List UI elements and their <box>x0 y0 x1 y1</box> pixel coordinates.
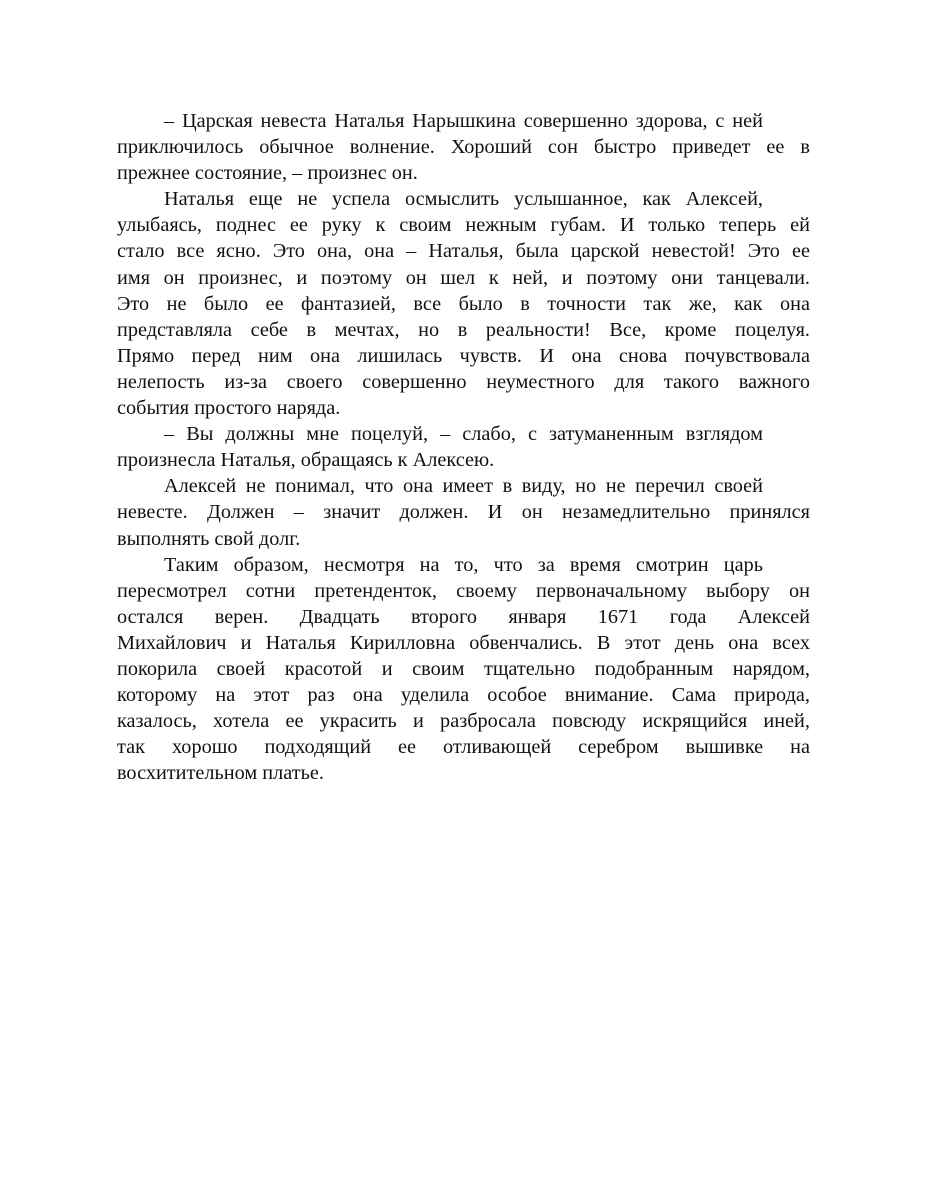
text-line: произнесла Наталья, обращаясь к Алексею. <box>117 449 495 472</box>
text-line: невесте. Должен – значит должен. И он незамедлительно принялся <box>117 501 810 524</box>
text-line: казалось, хотела ее украсить и разбросала повсюду искрящийся иней, <box>117 710 810 733</box>
text-line: Это не было ее фантазией, все было в точности так же, как она <box>117 292 810 315</box>
text-line: Таким образом, несмотря на то, что за время смотрин царь <box>164 553 763 576</box>
text-line: так хорошо подходящий ее отливающей серебром вышивке на <box>117 736 810 759</box>
text-line: нелепость из-за своего совершенно неуместного для такого важного <box>117 370 810 393</box>
text-line: прежнее состояние, – произнес он. <box>117 162 418 185</box>
text-line: Алексей не понимал, что она имеет в виду, но не перечил своей <box>164 475 763 498</box>
text-line: – Царская невеста Наталья Нарышкина совершенно здорова, с ней <box>164 110 763 132</box>
text-line: представляла себе в мечтах, но в реальности! Все, кроме поцелуя. <box>117 318 810 341</box>
paragraph <box>117 108 810 186</box>
text-line: покорила своей красотой и своим тщательно подобранным нарядом, <box>117 657 810 680</box>
text-line: улыбаясь, поднес ее руку к своим нежным губам. И только теперь ей <box>117 214 810 237</box>
text-line: – Вы должны мне поцелуй, – слабо, с затуманенным взглядом <box>164 423 763 446</box>
paragraph <box>117 473 810 551</box>
text-line: имя он произнес, и поэтому он шел к ней, и поэтому они танцевали. <box>117 266 810 289</box>
paragraph <box>117 552 810 787</box>
text-line: приключилось обычное волнение. Хороший сон быстро приведет ее в <box>117 136 810 159</box>
text-line: Прямо перед ним она лишилась чувств. И она снова почувствовала <box>117 344 810 367</box>
text-line: восхитительном платье. <box>117 762 324 785</box>
text-line: события простого наряда. <box>117 397 341 420</box>
paragraph <box>117 421 810 473</box>
text-line: выполнять свой долг. <box>117 527 301 550</box>
text-line: пересмотрел сотни претенденток, своему первоначальному выбору он <box>117 579 810 602</box>
text-line: Наталья еще не успела осмыслить услышанное, как Алексей, <box>164 188 763 211</box>
text-line: стало все ясно. Это она, она – Наталья, была царской невестой! Это ее <box>117 240 810 263</box>
document-page <box>117 108 810 786</box>
text-line: остался верен. Двадцать второго января 1671 года Алексей <box>117 605 810 628</box>
text-line: Михайлович и Наталья Кирилловна обвенчались. В этот день она всех <box>117 631 810 654</box>
paragraph <box>117 186 810 421</box>
text-line: которому на этот раз она уделила особое внимание. Сама природа, <box>117 684 810 707</box>
